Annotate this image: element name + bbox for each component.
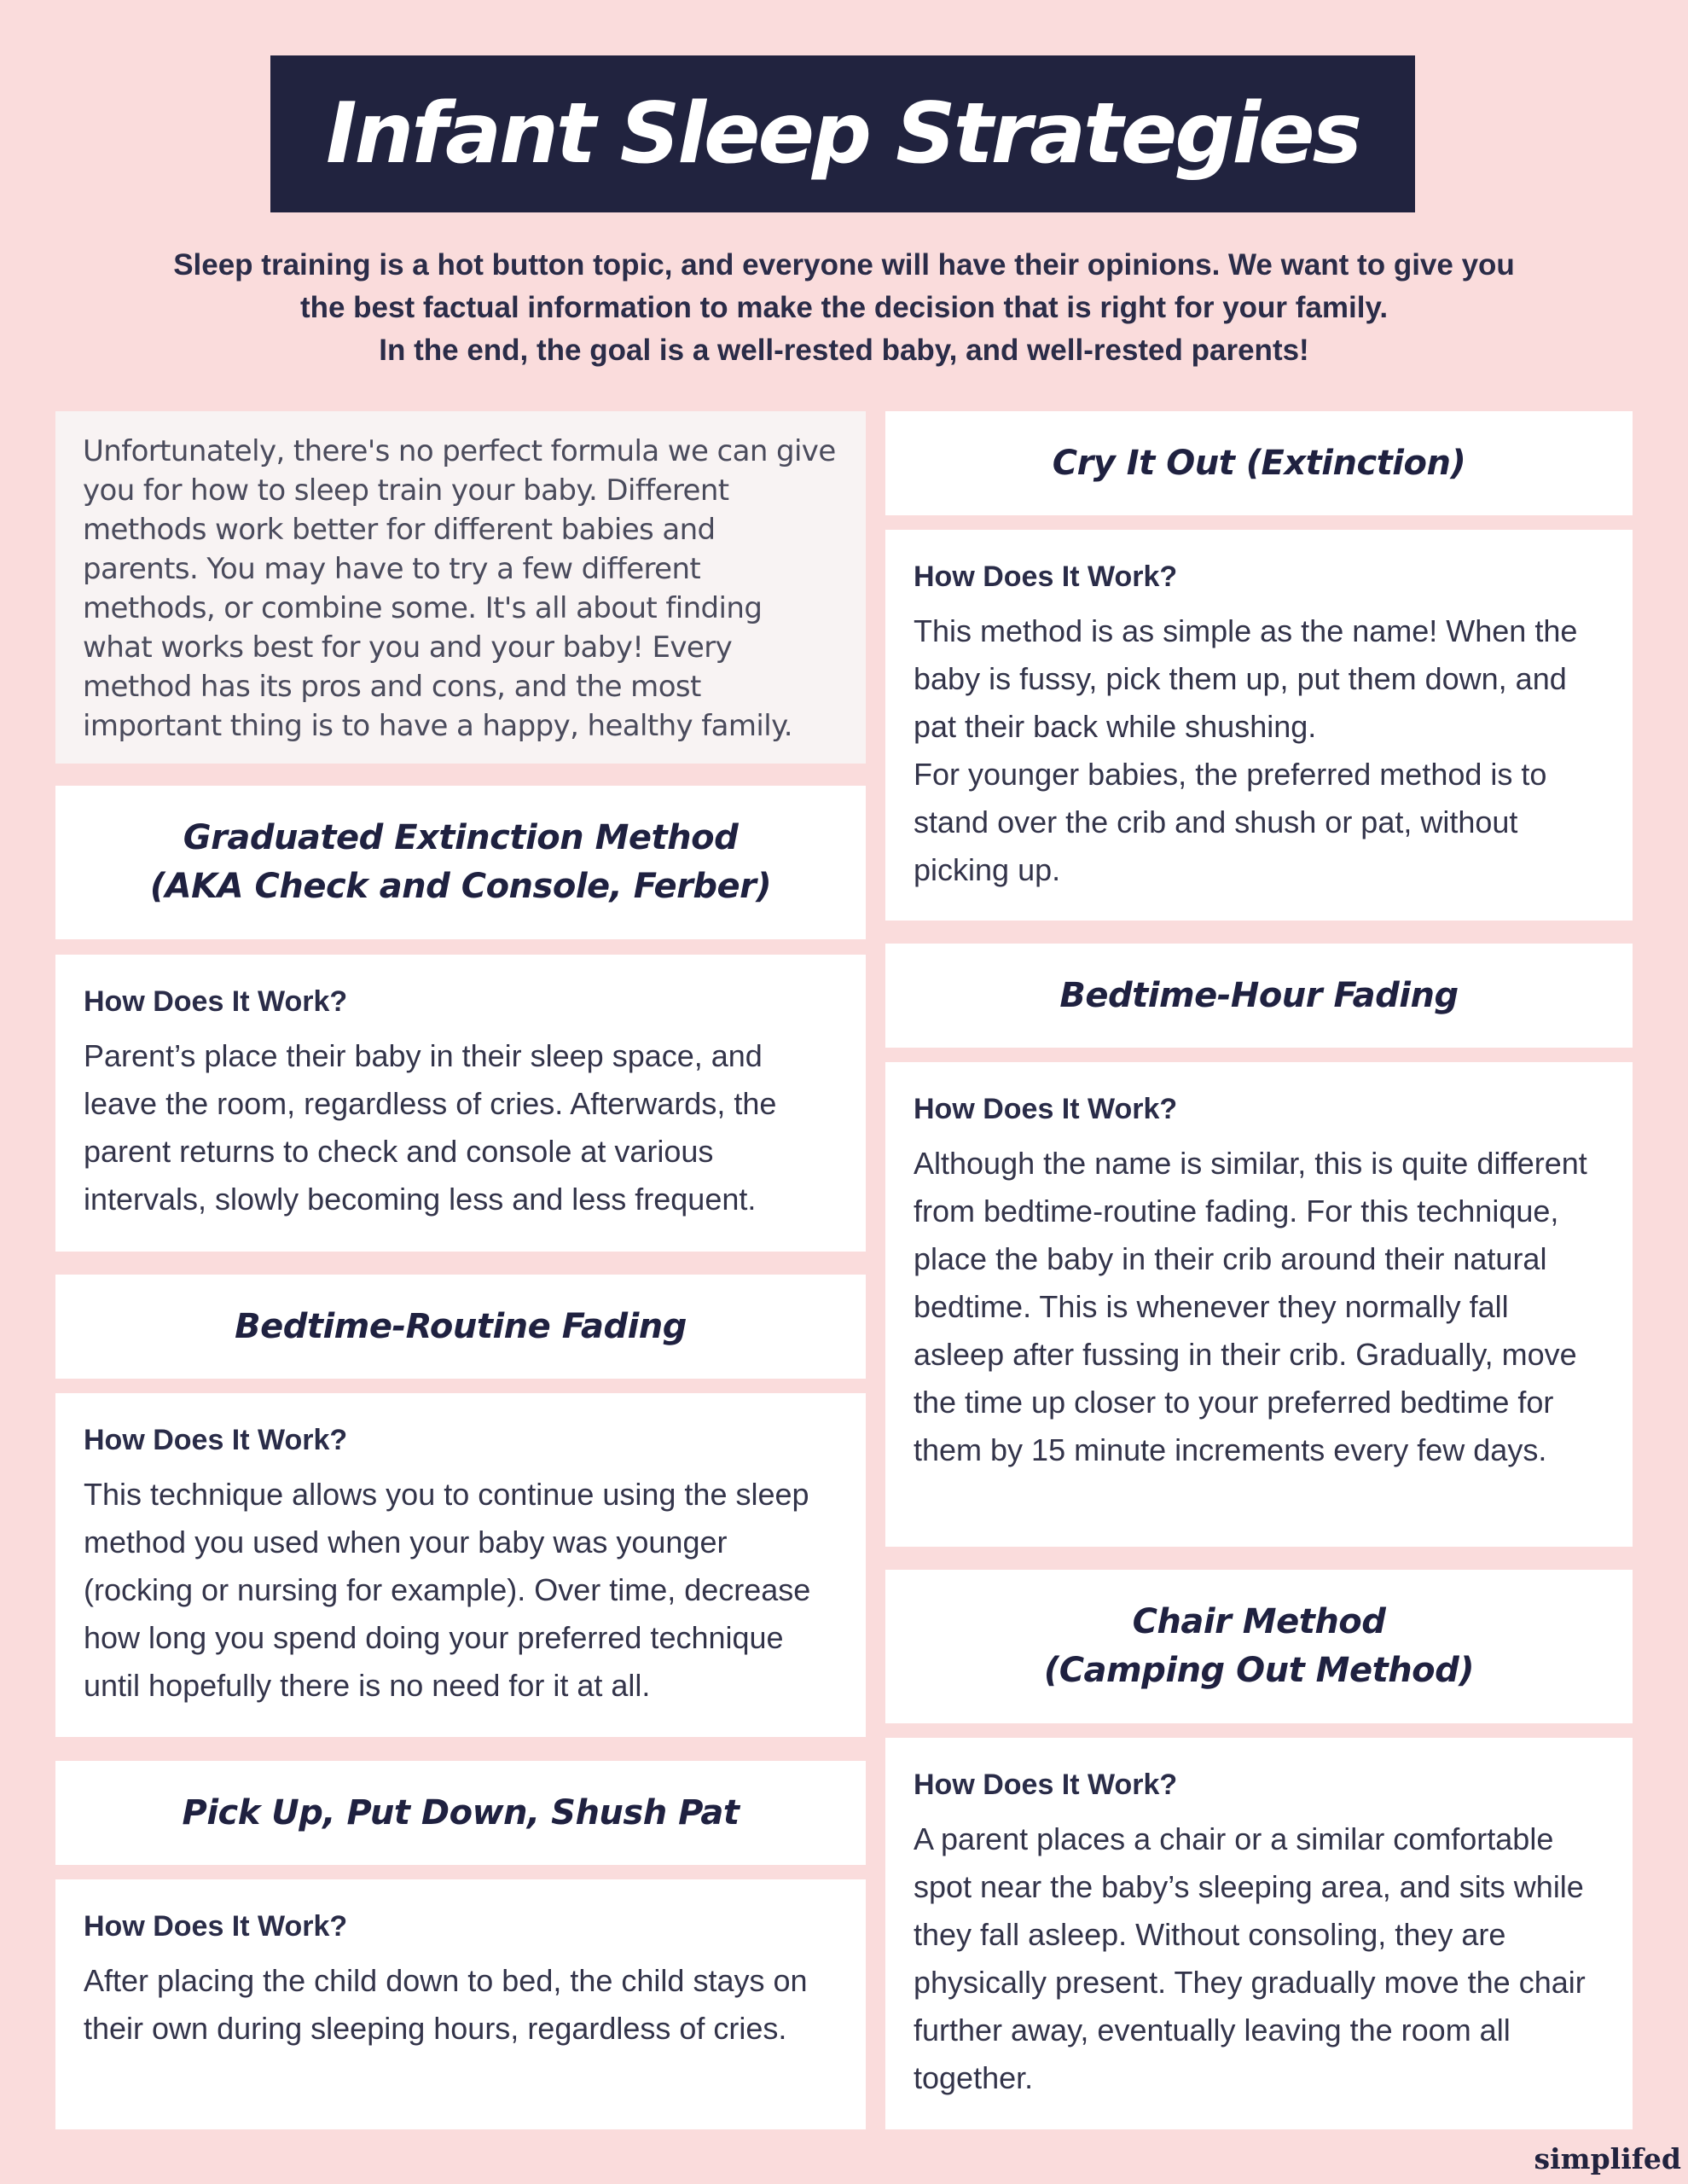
method-heading-card [55, 1275, 866, 1379]
method-body-card [55, 1879, 866, 2129]
intro-text [85, 244, 1603, 372]
method-title-line: Bedtime-Hour Fading [1059, 975, 1459, 1015]
page-title: Infant Sleep Strategies [326, 85, 1360, 183]
method-title-line: Pick Up, Put Down, Shush Pat [182, 1792, 740, 1833]
method-description: This method is as simple as the name! When the baby is fussy, pick them up, put them down, and pat their back while shushing. [914, 613, 1578, 744]
method-heading-card [885, 1570, 1633, 1723]
method-subheading: How Does It Work? [84, 1910, 348, 1943]
intro-line: the best factual information to make the decision that is right for your family. [299, 291, 1389, 324]
method-title-line: (AKA Check and Console, Ferber) [149, 867, 772, 906]
method-title-line: Cry It Out (Extinction) [1052, 443, 1466, 483]
method-subheading: How Does It Work? [914, 561, 1178, 593]
title-banner [270, 55, 1415, 212]
method-description: Although the name is similar, this is quite different from bedtime-routine fading. For this technique, place the baby in their crib around their natural bedtime. This is whenever they normally fall asleep after fussing in their crib. Gradually, move the time up closer to your preferred bedtime for them by 15 minute increments every few days. [914, 1146, 1587, 1467]
method-description: This technique allows you to continue using the sleep method you used when your baby was younger (rocking or nursing for example). Over time, decrease how long you spend doing your preferred technique until hopefully there is no need for it at all. [84, 1477, 811, 1703]
method-title-line: Graduated Extinction Method [183, 818, 739, 857]
intro-line: In the end, the goal is a well-rested baby, and well-rested parents! [379, 334, 1309, 367]
method-subheading: How Does It Work? [84, 985, 348, 1018]
method-description: A parent places a chair or a similar comfortable spot near the baby’s sleeping area, and sits while they fall asleep. Without consoling, they are physically present. They gradually move the chair further away, eventually leaving the room all together. [914, 1821, 1586, 2095]
method-heading-card [55, 786, 866, 939]
method-heading-card [885, 944, 1633, 1048]
method-title-line: Bedtime-Routine Fading [235, 1306, 687, 1346]
method-heading-card [55, 1761, 866, 1865]
method-title-line: (Camping Out Method) [1043, 1651, 1475, 1690]
brand-logo: simplifed [1534, 2142, 1681, 2175]
intro-note-card [55, 411, 866, 764]
method-body-card [885, 1738, 1633, 2129]
method-subheading: How Does It Work? [84, 1424, 348, 1456]
method-title-line: Chair Method [1132, 1602, 1386, 1641]
intro-note-text: Unfortunately, there's no perfect formula we can give you for how to sleep train your baby. Different methods work better for different babies and parents. You may have to try a few different methods, or combine some. It's all about finding what works best for you and your baby! Every method has its pros and cons, and the most important thing is to have a happy, healthy family. [83, 434, 836, 743]
method-heading-card [885, 411, 1633, 515]
method-description: After placing the child down to bed, the child stays on their own during sleeping hours, regardless of cries. [84, 1963, 808, 2046]
method-body-card [885, 530, 1633, 921]
method-body-card [885, 1062, 1633, 1547]
method-body-card [55, 955, 866, 1252]
method-subheading: How Does It Work? [914, 1769, 1178, 1801]
method-description-extra: For younger babies, the preferred method is to stand over the crib and shush or pat, without picking up. [914, 757, 1547, 887]
intro-line: Sleep training is a hot button topic, and everyone will have their opinions. We want to give you [173, 248, 1515, 282]
method-body-card [55, 1393, 866, 1737]
method-description: Parent’s place their baby in their sleep space, and leave the room, regardless of cries. Afterwards, the parent returns to check and console at various intervals, slowly becoming less and less frequent. [84, 1038, 777, 1217]
method-subheading: How Does It Work? [914, 1093, 1178, 1125]
